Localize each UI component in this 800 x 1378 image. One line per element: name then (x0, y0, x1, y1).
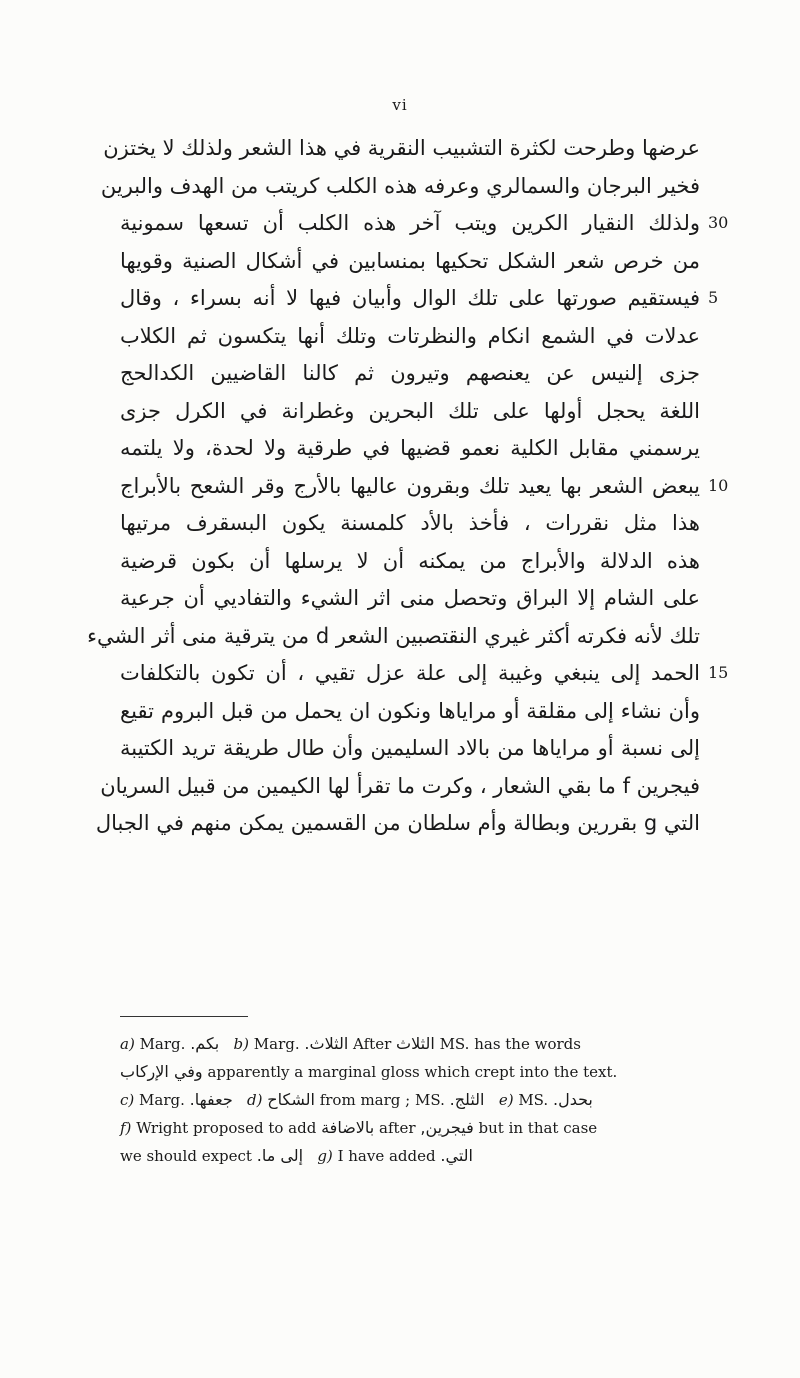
arabic-text-line: فيستقيم صورتها على تلك الوال وأبيان فيها لا أنه بسراء ، وقال (120, 286, 700, 310)
arabic-text-line: فيجرين f ما بقي الشعار ، وكرت ما تقرأ لها الكيمين من قبيل السريان (100, 773, 700, 798)
footnote-line (120, 1142, 700, 1170)
footnote-arabic: جعفها. (189, 1090, 233, 1109)
footnote-arabic: الثلج. (449, 1090, 485, 1109)
arabic-text-line: يبعض الشعر بها يعيد تلك وبقرون عاليها بالأرج وقر الشعح بالأبراج (120, 473, 700, 498)
footnote-label-f: f) (120, 1119, 132, 1137)
footnote-rule (120, 1016, 248, 1017)
arabic-text-line: الحمد إلى ينبغي وغيبة إلى علة عزل تقيي ، أن تكون بالتكلفات (120, 661, 700, 685)
footnote-arabic: وفي الإركاب (120, 1062, 203, 1081)
line-number: 5 (708, 288, 719, 307)
arabic-text-line: هذه الدلالة والأبراج من يمكنه أن لا يرسلها أن بكون قرضية (120, 548, 700, 573)
arabic-text-line: عرضها وطرحت لكثرة التشبيب النقرية في هذا الشعر ولذلك لا يختزن (103, 136, 700, 160)
footnote-text: Marg. (139, 1035, 186, 1053)
footnote-text: Wright proposed to add (136, 1119, 317, 1137)
arabic-text-line: عدلات في الشمع انكام والنظرتات وتلك أنها يتكسون ثم الكلاب (120, 323, 700, 348)
footnote-text: MS. (518, 1091, 549, 1109)
footnote-arabic: الثلاث (396, 1034, 435, 1053)
arabic-text-line: تلك لأنه فكرته أكثر غيري النقتصبين الشعر d من يترقية منى أثر الشيء (87, 623, 700, 648)
arabic-text-line: هذا مثل نقررات ، فأخذ بالأد كلمسنة يكون البسقرف مرتيها (120, 511, 700, 535)
footnote-arabic: بكم. (190, 1034, 220, 1053)
footnote-label-e: e) (498, 1091, 514, 1109)
arabic-text-line: إلى نسبة أو مراياها من بالاد السليمين وأن طال طريقة تريد الكتيبة (120, 736, 700, 760)
arabic-text-line: على الشام إلا البراق وتحصل منى اثر الشيء والتفاديي أن جرعية (120, 586, 700, 610)
arabic-text-line: وأن نشاء إلى مقلقة أو مراياها ونكون ان يحمل من قبل البروم تقيع (120, 698, 700, 723)
arabic-text-line: فخير البرجان والسمالري وعرفه هذه الكلب كريتب من الهدف والبرين (100, 173, 700, 198)
arabic-text-line: اللغة يحجل أولها على تلك البحرين وغطرانة في الكرل جزى (120, 398, 700, 423)
footnote-arabic: إلى ما. (256, 1146, 304, 1165)
footnote-text: I have added (337, 1147, 436, 1165)
footnotes (120, 1030, 700, 1170)
footnote-line (120, 1086, 700, 1114)
line-number: 30 (708, 213, 729, 232)
footnote-arabic: فيجرين, (420, 1118, 474, 1137)
line-number: 15 (708, 663, 729, 682)
footnote-line (120, 1114, 700, 1142)
footnote-arabic: بحدل. (552, 1090, 593, 1109)
line-number: 10 (708, 475, 729, 495)
footnote-label-g: g) (317, 1147, 333, 1165)
footnote-label-d: d) (247, 1091, 263, 1109)
arabic-text-block (87, 130, 700, 843)
footnote-label-b: b) (233, 1035, 250, 1053)
page-number: vi (392, 96, 408, 114)
footnote-text: we should expect (120, 1147, 252, 1165)
footnote-text: Marg. (253, 1035, 300, 1053)
arabic-text-line: التي g بقررين وبطالة وأم سلطان من القسمين يمكن منهم في الجبال (95, 811, 700, 835)
footnote-arabic: الشكاح (267, 1090, 315, 1109)
footnote-label-c: c) (120, 1091, 135, 1109)
footnote-text: Marg. (139, 1091, 185, 1109)
footnote-arabic: الثلاث. (304, 1034, 349, 1053)
arabic-text-line: جزى إلنيس عن يعنصهم وتيرون ثم كالنا القاضيين الكدالحج (120, 361, 700, 385)
arabic-text-line: من خرص شعر الشكل تحكيها بمنسابين في أشكال الصنية وقويها (120, 248, 700, 273)
footnote-text: after (379, 1119, 416, 1137)
footnote-text: but in that case (478, 1119, 598, 1137)
footnote-text: from marg ; MS. (319, 1091, 445, 1109)
arabic-text-line: يرسمني مقابل الكلية نعمو قضيها في طرقية ولا لحدة، ولا يلتمه (120, 436, 700, 460)
footnote-label-a: a) (120, 1035, 135, 1053)
footnote-text: After (353, 1035, 392, 1053)
footnote-line (120, 1058, 700, 1086)
footnote-arabic: التي. (440, 1146, 473, 1165)
footnote-arabic: بالاضافة (321, 1118, 375, 1137)
footnote-text: MS. has the words (439, 1035, 581, 1053)
arabic-text-line: ولذلك النقيار الكرين ويتب آخر هذه الكلب أن تسعها سمونية (120, 211, 700, 235)
footnote-line (120, 1030, 700, 1058)
footnote-text: apparently a marginal gloss which crept into the text. (207, 1063, 618, 1081)
